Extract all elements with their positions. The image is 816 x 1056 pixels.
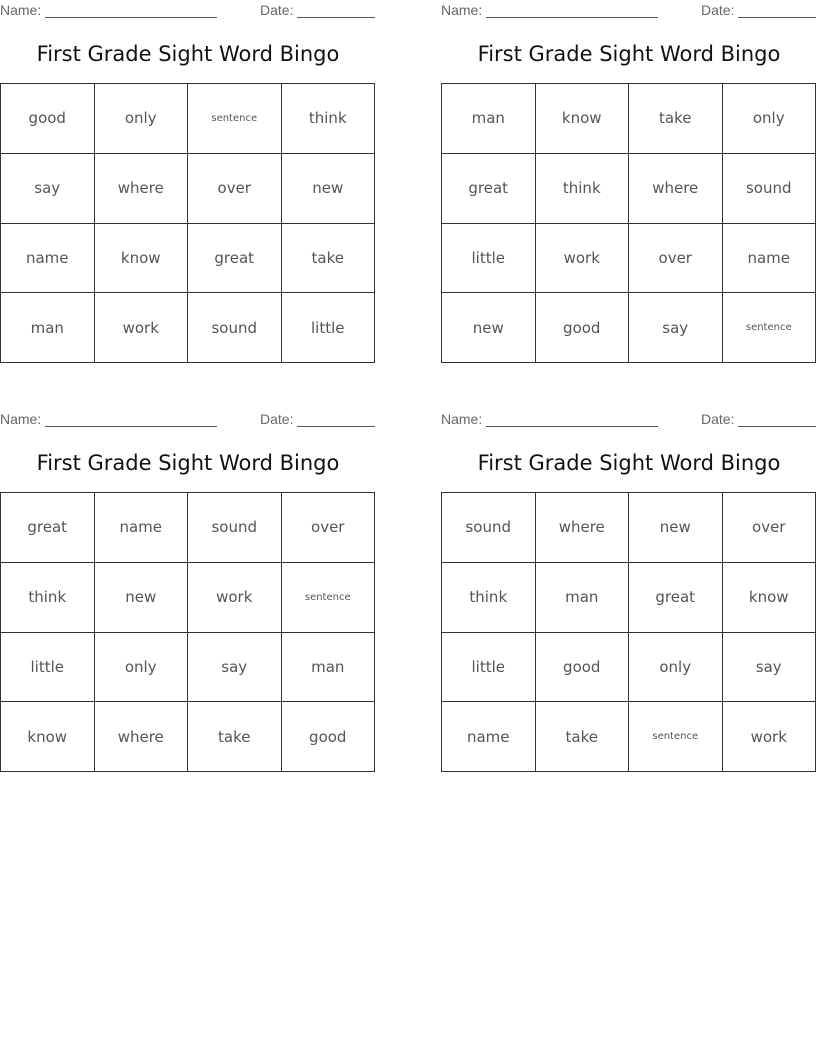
bingo-cell: great: [188, 224, 282, 294]
bingo-card-2: [441, 0, 816, 364]
bingo-cell: name: [723, 224, 816, 294]
date-blank-line: [738, 411, 816, 427]
bingo-cell: great: [1, 493, 95, 563]
bingo-grid: [0, 492, 375, 772]
bingo-cell: over: [282, 493, 376, 563]
card-header: [0, 411, 376, 429]
bingo-cell: think: [442, 563, 536, 633]
bingo-cell: think: [1, 563, 95, 633]
bingo-cell: only: [95, 84, 189, 154]
bingo-grid: [0, 83, 375, 363]
date-label: Date:: [701, 2, 735, 18]
date-blank-line: [738, 2, 816, 18]
name-blank-line: [486, 411, 658, 427]
bingo-cell: where: [95, 702, 189, 772]
bingo-cell: over: [188, 154, 282, 224]
name-blank-line: [486, 2, 658, 18]
date-label: Date:: [260, 411, 294, 427]
bingo-cell: take: [536, 702, 630, 772]
bingo-cell: name: [95, 493, 189, 563]
bingo-cell: little: [282, 293, 376, 363]
name-blank-line: [45, 411, 217, 427]
date-blank-line: [297, 411, 375, 427]
bingo-cell: work: [95, 293, 189, 363]
bingo-cell: say: [629, 293, 723, 363]
bingo-grid: [441, 492, 816, 772]
bingo-cell: where: [536, 493, 630, 563]
bingo-cell: little: [1, 633, 95, 703]
bingo-cell: say: [188, 633, 282, 703]
bingo-cell: good: [1, 84, 95, 154]
bingo-cell: take: [188, 702, 282, 772]
bingo-cell: great: [629, 563, 723, 633]
bingo-cell: sound: [723, 154, 816, 224]
bingo-cell: say: [723, 633, 816, 703]
bingo-cell: think: [536, 154, 630, 224]
card-header: [441, 411, 816, 429]
bingo-cell: new: [442, 293, 536, 363]
bingo-cell: work: [723, 702, 816, 772]
bingo-cell: know: [536, 84, 630, 154]
bingo-cell: work: [536, 224, 630, 294]
bingo-cell: man: [282, 633, 376, 703]
bingo-cell: new: [282, 154, 376, 224]
name-blank-line: [45, 2, 217, 18]
bingo-cell: little: [442, 633, 536, 703]
name-label: Name:: [441, 411, 483, 427]
bingo-grid: [441, 83, 816, 363]
bingo-title: First Grade Sight Word Bingo: [477, 42, 781, 66]
bingo-cell: good: [536, 633, 630, 703]
bingo-cell: sentence: [629, 702, 723, 772]
bingo-cell: man: [536, 563, 630, 633]
bingo-cell: over: [629, 224, 723, 294]
bingo-cell: know: [1, 702, 95, 772]
bingo-cell: good: [282, 702, 376, 772]
bingo-cell: new: [95, 563, 189, 633]
date-blank-line: [297, 2, 375, 18]
bingo-cell: think: [282, 84, 376, 154]
bingo-cell: man: [442, 84, 536, 154]
bingo-cell: sentence: [282, 563, 376, 633]
bingo-cell: name: [1, 224, 95, 294]
bingo-cell: great: [442, 154, 536, 224]
bingo-cell: where: [629, 154, 723, 224]
bingo-cell: sound: [442, 493, 536, 563]
bingo-cell: good: [536, 293, 630, 363]
bingo-cell: say: [1, 154, 95, 224]
bingo-cell: new: [629, 493, 723, 563]
bingo-cell: sentence: [188, 84, 282, 154]
bingo-cell: work: [188, 563, 282, 633]
date-label: Date:: [701, 411, 735, 427]
bingo-cell: take: [282, 224, 376, 294]
bingo-cell: sound: [188, 493, 282, 563]
bingo-title: First Grade Sight Word Bingo: [36, 42, 340, 66]
card-header: [441, 2, 816, 20]
bingo-cell: where: [95, 154, 189, 224]
bingo-cell: little: [442, 224, 536, 294]
bingo-cell: name: [442, 702, 536, 772]
bingo-cell: only: [95, 633, 189, 703]
bingo-cell: know: [723, 563, 816, 633]
bingo-card-4: [441, 409, 816, 773]
bingo-card-3: [0, 409, 376, 773]
bingo-cell: only: [723, 84, 816, 154]
bingo-cell: man: [1, 293, 95, 363]
bingo-cell: sentence: [723, 293, 816, 363]
bingo-cell: over: [723, 493, 816, 563]
bingo-cell: sound: [188, 293, 282, 363]
date-label: Date:: [260, 2, 294, 18]
bingo-card-1: [0, 0, 376, 364]
bingo-title: First Grade Sight Word Bingo: [477, 451, 781, 475]
bingo-cell: know: [95, 224, 189, 294]
bingo-title: First Grade Sight Word Bingo: [36, 451, 340, 475]
name-label: Name:: [0, 2, 42, 18]
card-header: [0, 2, 376, 20]
bingo-cell: take: [629, 84, 723, 154]
name-label: Name:: [0, 411, 42, 427]
bingo-cell: only: [629, 633, 723, 703]
name-label: Name:: [441, 2, 483, 18]
